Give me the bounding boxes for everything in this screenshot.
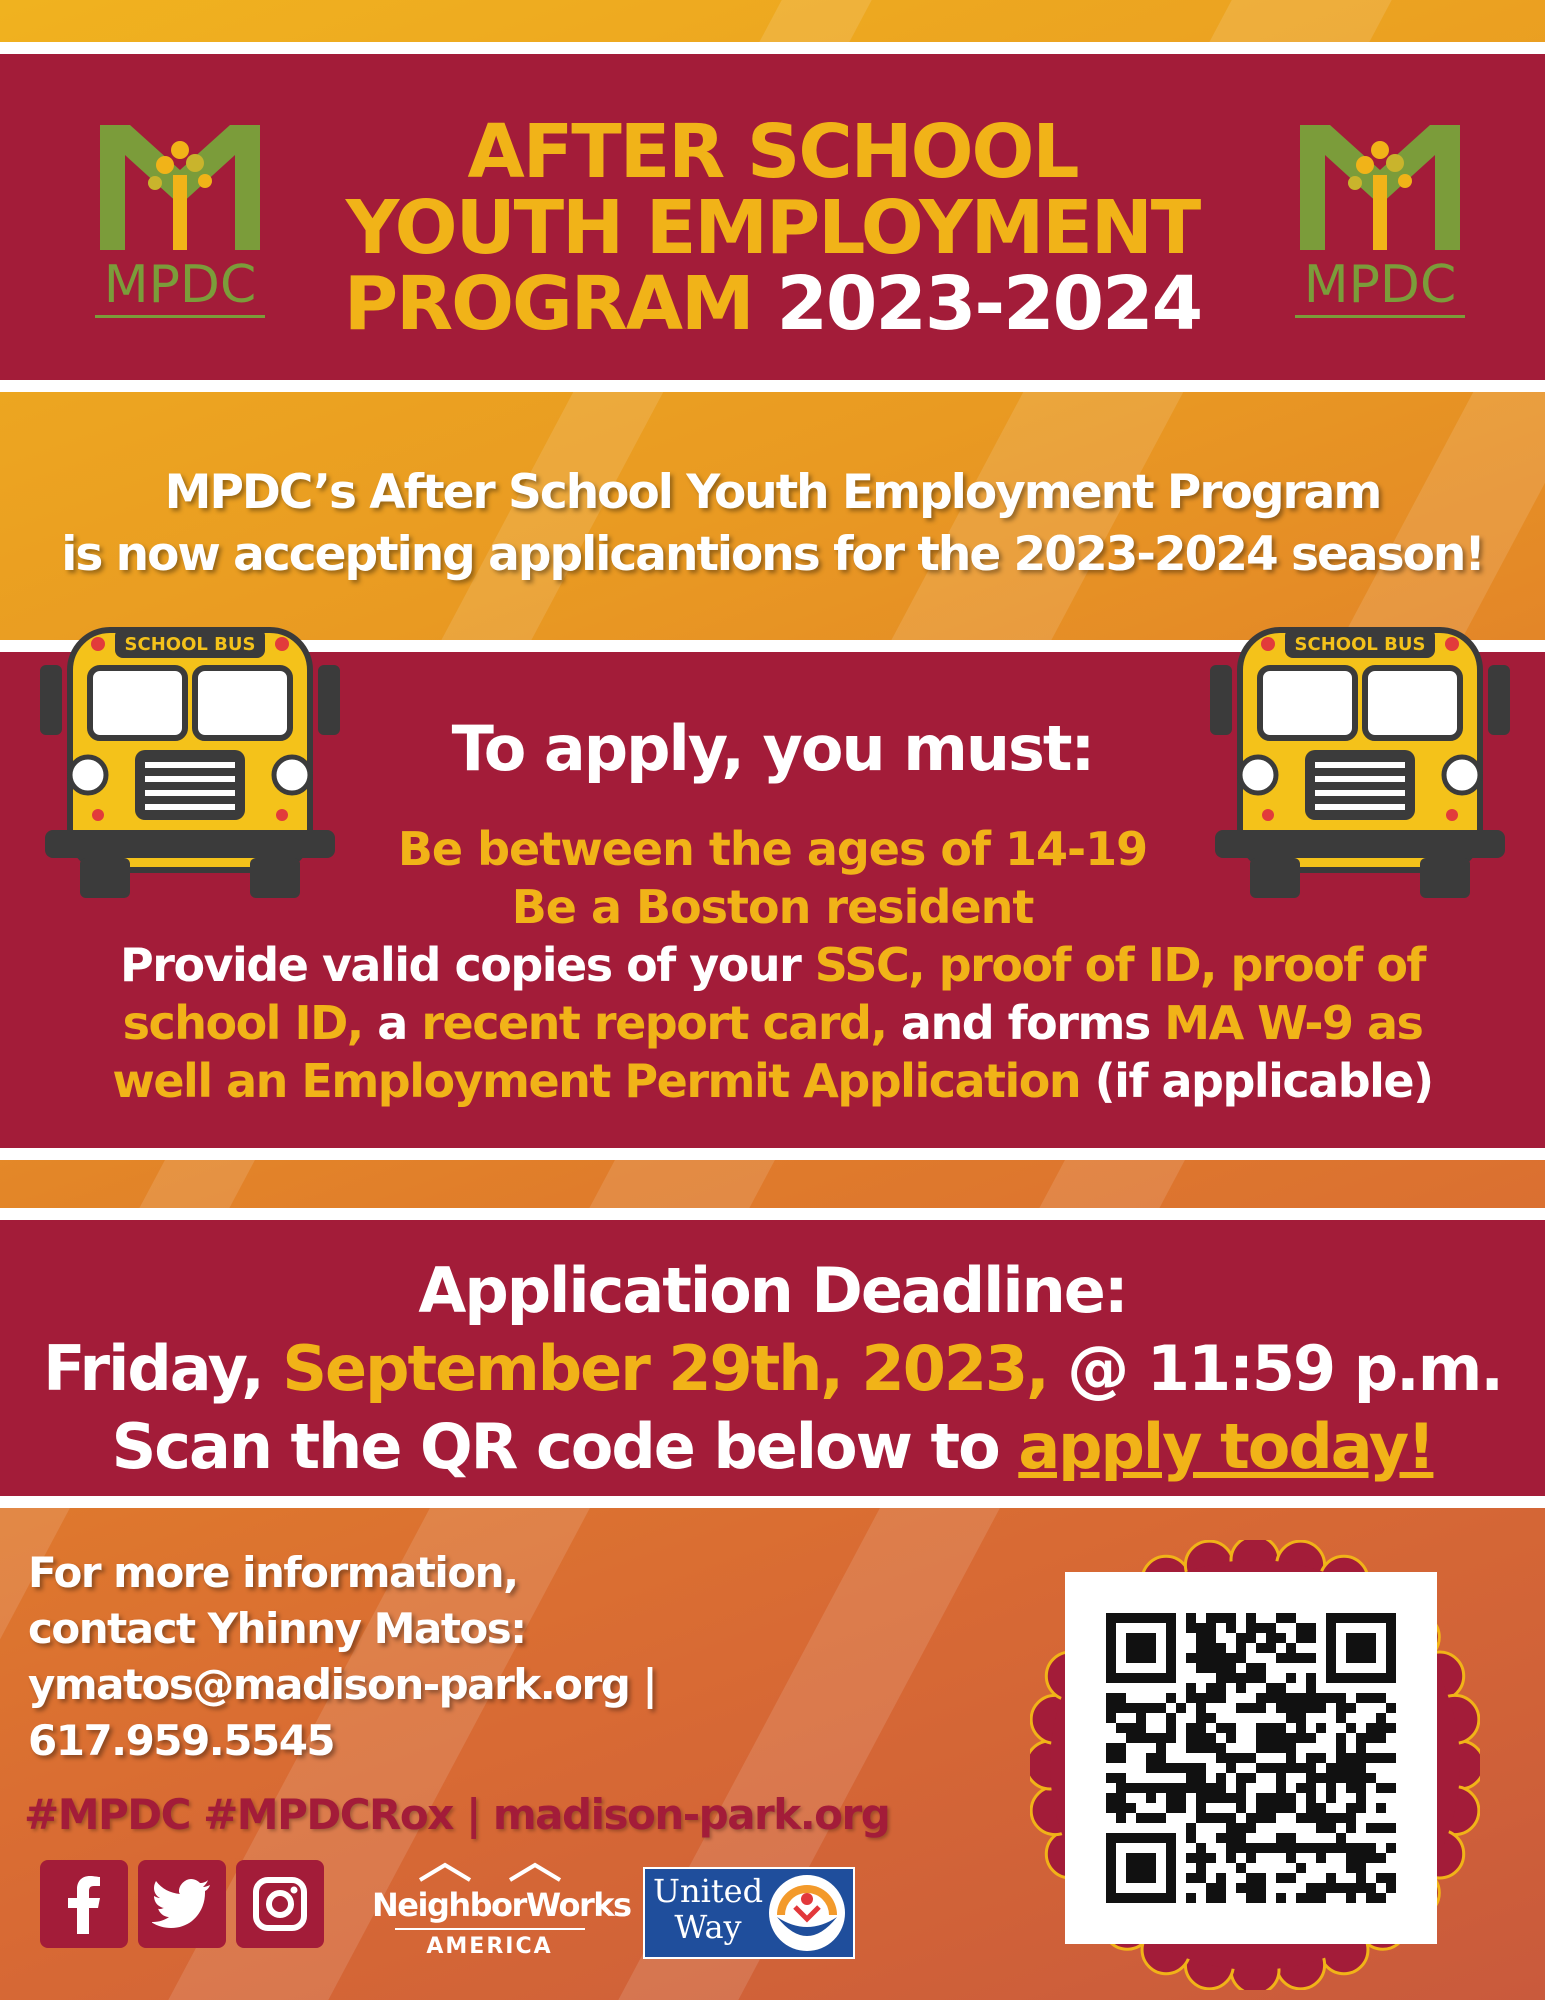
deadline-band [0,1208,1545,1508]
deadline-date-line [0,1330,1545,1408]
doc-text: a [362,996,422,1050]
bus-label: SCHOOL BUS [124,634,256,655]
contact-info [28,1545,656,1769]
contact-line-1: For more information, [28,1548,518,1597]
requirement-documents [30,936,1515,1110]
mpdc-logo-icon [1295,115,1465,315]
deadline-date: September 29th, 2023, [282,1332,1048,1405]
neighborworks-name: NeighborWorks [372,1886,631,1924]
scan-text: Scan the QR code below to [111,1410,1019,1483]
requirements-heading: To apply, you must: [451,712,1094,785]
intro-line-1: MPDC’s After School Youth Employment Program [164,465,1381,520]
deadline-scan-line [0,1408,1545,1486]
title-year: 2023-2024 [776,261,1202,347]
doc-school-id: school ID, [122,996,363,1050]
united-way-logo [643,1867,855,1959]
united-way-emblem-icon [769,1875,845,1951]
title-line-1: AFTER SCHOOL [467,109,1078,195]
school-bus-icon [1210,610,1510,900]
page-title [270,109,1275,347]
hashtags: #MPDC #MPDCRox | madison-park.org [24,1790,890,1839]
intro-line-2: is now accepting applicantions for the 2023-2024 season! [61,527,1484,582]
title-line-3 [270,261,1275,347]
divider-band [0,1160,1545,1208]
united-way-text [653,1873,763,1945]
doc-w9: MA W-9 as [1164,996,1423,1050]
twitter-icon[interactable] [138,1860,226,1948]
deadline-day: Friday, [43,1332,283,1405]
apply-today-link[interactable]: apply today! [1018,1410,1434,1483]
title-program: PROGRAM [343,261,753,347]
doc-report-card: recent report card, [421,996,887,1050]
doc-applicable: (if applicable) [1080,1054,1433,1108]
doc-permit: well an Employment Permit Application [112,1054,1081,1108]
requirement-residency: Be a Boston resident [511,880,1034,934]
doc-text: Provide valid copies of your [120,938,815,992]
title-line-2: YOUTH EMPLOYMENT [345,185,1200,271]
mpdc-logo-text: MPDC [95,255,265,318]
requirement-age: Be between the ages of 14-19 [397,822,1148,876]
neighborworks-logo [372,1862,631,1972]
neighborworks-america: AMERICA [426,1934,553,1959]
doc-text: and forms [886,996,1165,1050]
deadline-text [0,1252,1545,1486]
united-way-line-1: United [653,1872,764,1910]
doc-ssc: SSC, proof of ID, proof of [814,938,1425,992]
qr-code-icon[interactable] [1065,1572,1437,1944]
facebook-icon[interactable] [40,1860,128,1948]
deadline-heading: Application Deadline: [418,1254,1127,1327]
contact-phone[interactable]: 617.959.5545 [28,1716,335,1765]
bus-label: SCHOOL BUS [1294,634,1426,655]
deadline-time: @ 11:59 p.m. [1047,1332,1502,1405]
neighborworks-divider [395,1928,585,1930]
house-roofs-icon [390,1862,590,1882]
united-way-line-2: Way [674,1908,742,1946]
school-bus-icon [40,610,340,900]
contact-line-2: contact Yhinny Matos: [28,1604,526,1653]
mpdc-logo-icon [95,115,265,315]
instagram-icon[interactable] [236,1860,324,1948]
intro-text [0,462,1545,586]
contact-email[interactable]: ymatos@madison-park.org | [28,1660,657,1709]
mpdc-logo-text: MPDC [1295,255,1465,318]
